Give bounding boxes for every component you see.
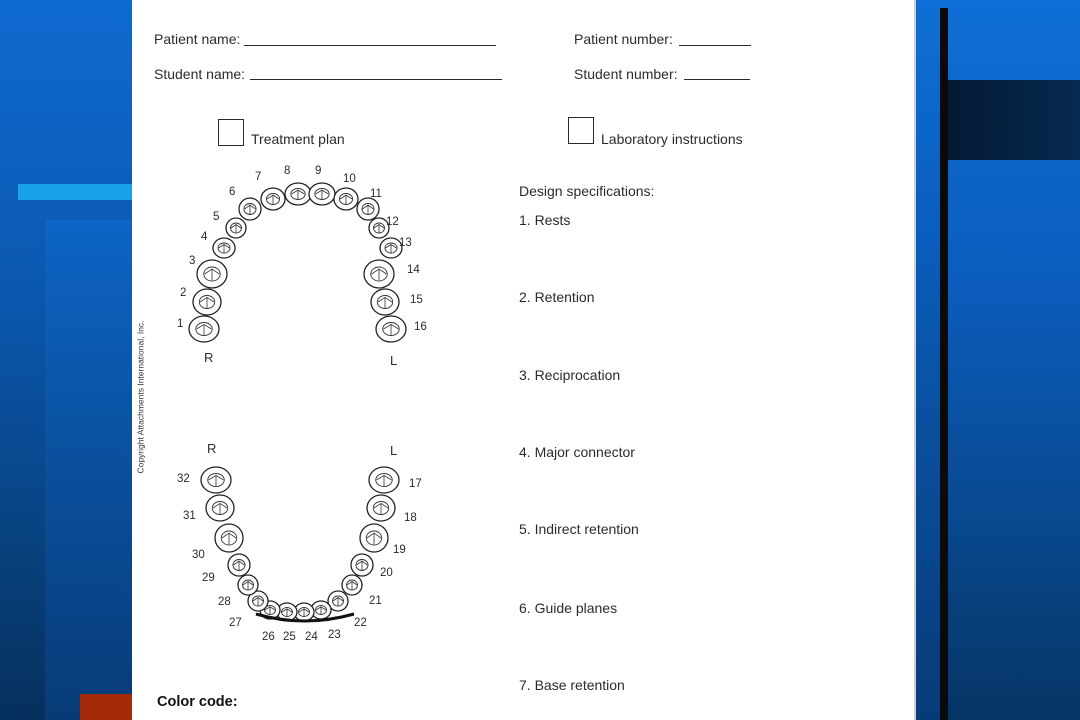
laboratory-instructions-label: Laboratory instructions — [601, 131, 743, 147]
treatment-plan-label: Treatment plan — [251, 131, 345, 147]
spec-retention: 2. Retention — [519, 289, 595, 305]
lower-arch-left-label: L — [390, 443, 398, 458]
tooth-number-24: 24 — [305, 631, 318, 643]
tooth-number-12: 12 — [386, 216, 399, 228]
spec-indirect-retention: 5. Indirect retention — [519, 521, 639, 537]
tooth-number-15: 15 — [410, 294, 423, 306]
tooth-number-19: 19 — [393, 544, 406, 556]
tooth-number-21: 21 — [369, 595, 382, 607]
tooth-2[interactable] — [193, 289, 221, 315]
tooth-number-13: 13 — [399, 237, 412, 249]
laboratory-instructions-checkbox[interactable] — [568, 117, 594, 144]
tooth-number-10: 10 — [343, 173, 356, 185]
tooth-3[interactable] — [197, 260, 227, 288]
upper-arch-left-label: L — [390, 353, 398, 368]
sheet-shadow-edge — [940, 8, 948, 720]
tooth-21[interactable] — [342, 575, 362, 595]
spec-major-connector: 4. Major connector — [519, 444, 635, 460]
tooth-number-1: 1 — [177, 318, 184, 330]
slide-accent-band — [18, 184, 138, 200]
spec-guide-planes: 6. Guide planes — [519, 600, 618, 616]
tooth-number-2: 2 — [180, 287, 187, 299]
tooth-number-32: 32 — [177, 473, 190, 485]
tooth-number-27: 27 — [229, 617, 242, 629]
tooth-28[interactable] — [238, 575, 258, 595]
tooth-18[interactable] — [367, 495, 395, 521]
prescription-form-sheet — [132, 0, 916, 720]
student-number-label: Student number: — [574, 66, 678, 82]
tooth-number-14: 14 — [407, 264, 420, 276]
tooth-19[interactable] — [360, 524, 388, 552]
tooth-29[interactable] — [228, 554, 250, 576]
tooth-31[interactable] — [206, 495, 234, 521]
slide-red-accent — [80, 694, 135, 720]
tooth-8[interactable] — [285, 183, 311, 205]
patient-name-label: Patient name: — [154, 31, 241, 47]
student-number-field[interactable] — [684, 79, 750, 80]
spec-rests: 1. Rests — [519, 212, 571, 228]
tooth-number-4: 4 — [201, 231, 208, 243]
tooth-number-7: 7 — [255, 171, 262, 183]
tooth-1[interactable] — [189, 316, 219, 342]
tooth-number-3: 3 — [189, 255, 196, 267]
tooth-number-6: 6 — [229, 186, 236, 198]
tooth-17[interactable] — [369, 467, 399, 493]
tooth-number-30: 30 — [192, 549, 205, 561]
tooth-11[interactable] — [357, 198, 379, 220]
tooth-7[interactable] — [261, 188, 285, 210]
tooth-5[interactable] — [226, 218, 246, 238]
tooth-15[interactable] — [371, 289, 399, 315]
tooth-4[interactable] — [213, 238, 235, 258]
tooth-number-20: 20 — [380, 567, 393, 579]
spec-base-retention: 7. Base retention — [519, 677, 625, 693]
tooth-number-28: 28 — [218, 596, 231, 608]
slide-dark-block — [948, 80, 1080, 160]
tooth-14[interactable] — [364, 260, 394, 288]
tooth-number-23: 23 — [328, 629, 341, 641]
upper-arch-right-label: R — [204, 350, 214, 365]
slide-background-block — [45, 220, 133, 720]
tooth-number-18: 18 — [404, 512, 417, 524]
lower-arch-right-label: R — [207, 441, 217, 456]
dental-arch-diagram — [132, 0, 512, 720]
student-name-label: Student name: — [154, 66, 246, 82]
tooth-number-5: 5 — [213, 211, 220, 223]
tooth-30[interactable] — [215, 524, 243, 552]
tooth-number-22: 22 — [354, 617, 367, 629]
tooth-number-11: 11 — [370, 188, 382, 200]
tooth-9[interactable] — [309, 183, 335, 205]
tooth-number-9: 9 — [315, 165, 322, 177]
patient-number-label: Patient number: — [574, 31, 673, 47]
patient-number-field[interactable] — [679, 45, 751, 46]
spec-reciprocation: 3. Reciprocation — [519, 367, 621, 383]
design-specifications-title: Design specifications: — [519, 183, 655, 199]
tooth-32[interactable] — [201, 467, 231, 493]
tooth-number-25: 25 — [283, 631, 296, 643]
tooth-number-16: 16 — [414, 321, 427, 333]
copyright-notice: Copyright Attachments International, Inc. — [135, 320, 146, 474]
tooth-number-17: 17 — [409, 478, 422, 490]
tooth-number-29: 29 — [202, 572, 215, 584]
tooth-10[interactable] — [334, 188, 358, 210]
tooth-number-31: 31 — [183, 510, 196, 522]
tooth-20[interactable] — [351, 554, 373, 576]
tooth-6[interactable] — [239, 198, 261, 220]
tooth-16[interactable] — [376, 316, 406, 342]
tooth-number-26: 26 — [262, 631, 275, 643]
tooth-number-8: 8 — [284, 165, 291, 177]
color-code-label: Color code: — [157, 694, 238, 710]
